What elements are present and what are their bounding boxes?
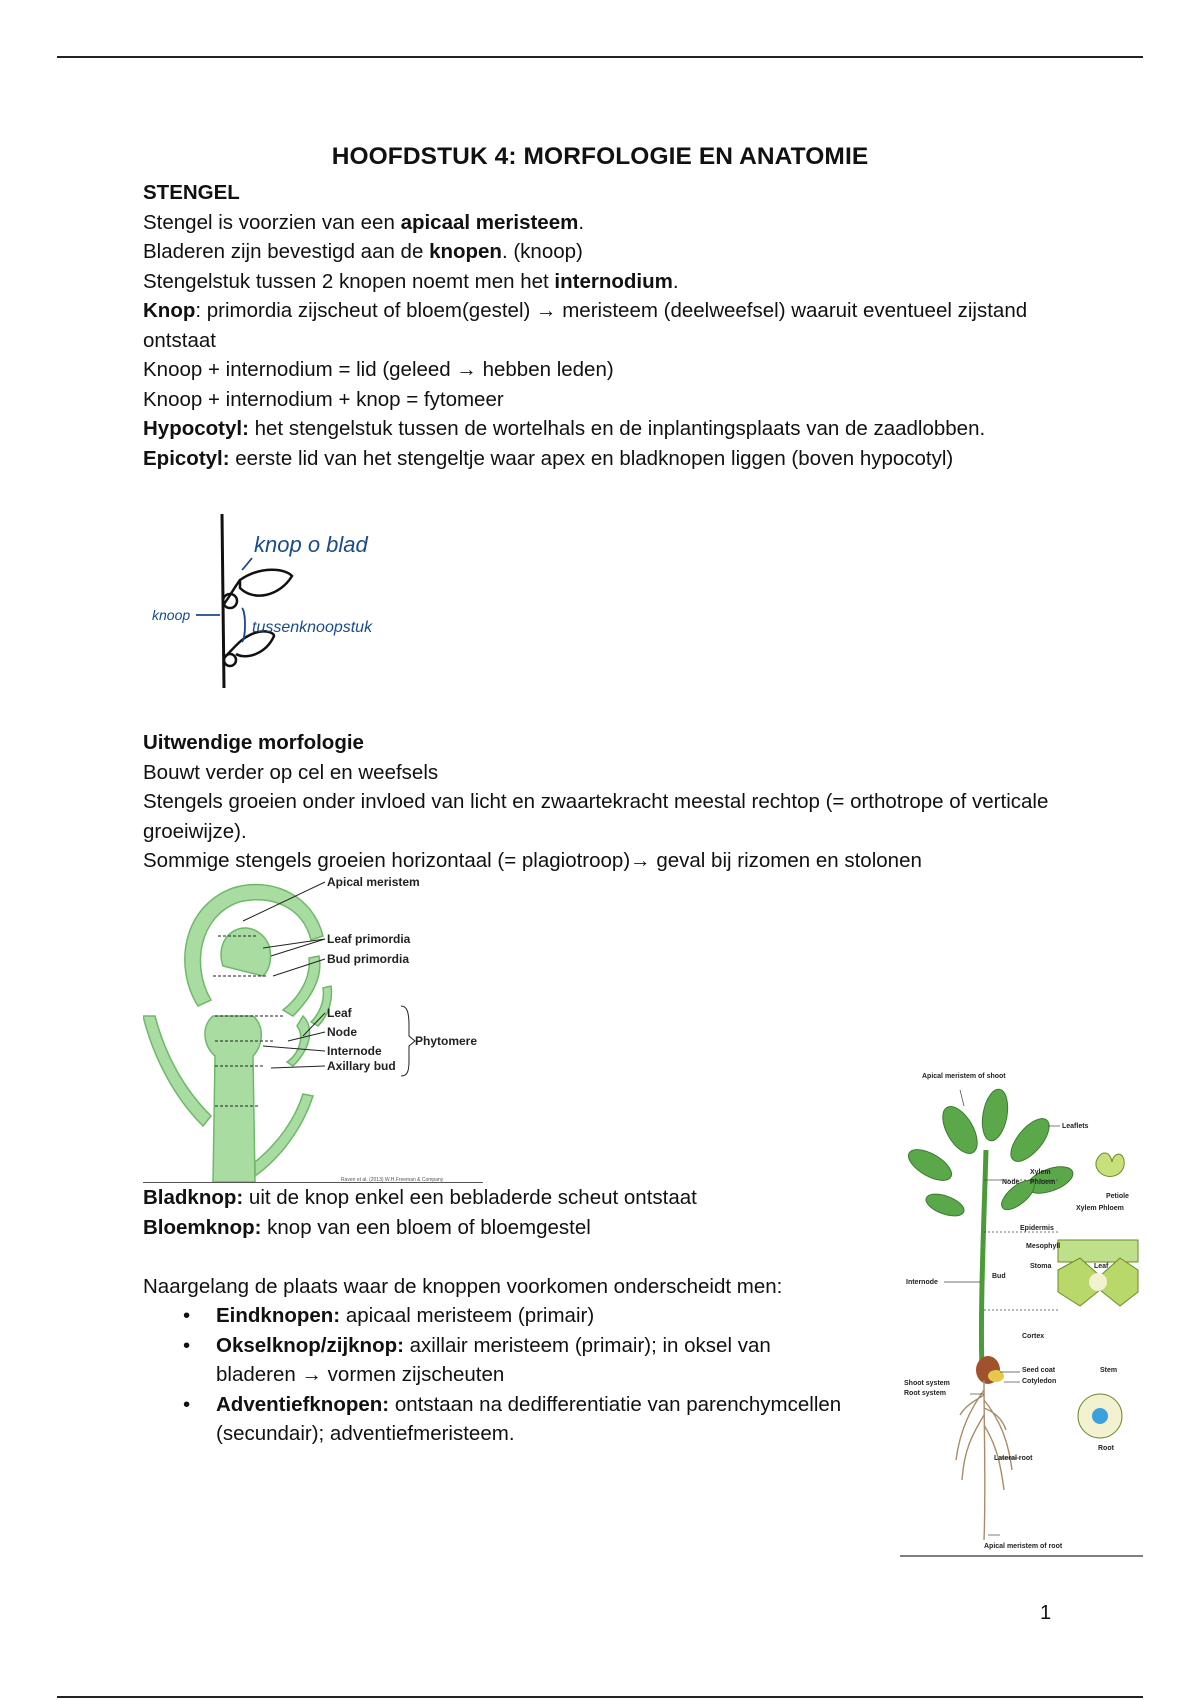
uitwendig-line: Bouwt verder op cel en weefsels [143, 760, 439, 784]
list-item: • Okselknop/zijknop: axillair meristeem (primair); in oksel van bladeren → vormen zijscheuten [143, 1331, 853, 1390]
label-xylem-phloem: Xylem Phloem [1076, 1205, 1124, 1212]
label-petiole: Petiole [1106, 1193, 1129, 1200]
stengel-section [143, 178, 1063, 473]
label-lateral-root: Lateral root [994, 1455, 1033, 1462]
list-item: • Eindknopen: apicaal meristeem (primair) [143, 1301, 853, 1331]
label-stem: Stem [1100, 1367, 1118, 1374]
header-rule [57, 56, 1143, 58]
label-apical-shoot: Apical meristem of shoot [922, 1073, 1006, 1080]
stem-sketch [150, 508, 410, 688]
label-root-system: Root system [904, 1390, 947, 1397]
sketch-label-left: knoop [152, 607, 191, 623]
bullet-glyph: • [183, 1392, 191, 1416]
label-xylem: Xylem [1030, 1169, 1051, 1176]
label-internode: Internode [327, 1044, 382, 1058]
bullet-glyph: • [183, 1304, 191, 1327]
label-mesophyll: Mesophyll [1026, 1243, 1061, 1250]
blank-line [143, 1242, 883, 1272]
stengel-line: Knop: primordia zijscheut of bloem(gestel) → meristeem (deelweefsel) waaruit eventueel zijstand ontstaat [143, 299, 1028, 352]
stengel-line: Hypocotyl: het stengelstuk tussen de wortelhals en de inplantingsplaats van de zaadlobben. [143, 417, 986, 440]
label-cortex: Cortex [1022, 1333, 1045, 1340]
label-shoot-system: Shoot system [904, 1380, 950, 1387]
plant-anatomy-figure [900, 1070, 1145, 1558]
knoppen-section [143, 1183, 883, 1449]
label-leaflets: Leaflets [1062, 1123, 1089, 1130]
list-item: • Adventiefknopen: ontstaan na dedifferentiatie van parenchymcellen (secundair); adventiefmeristeem. [143, 1390, 853, 1449]
label-internode: Internode [906, 1279, 938, 1286]
page-title: HOOFDSTUK 4: MORFOLOGIE EN ANATOMIE [331, 143, 869, 170]
bloemknop-line: Bloemknop: knop van een bloem of bloemgestel [143, 1215, 591, 1239]
knoppen-intro: Naargelang de plaats waar de knoppen voorkomen onderscheidt men: [143, 1274, 783, 1298]
footer-rule [57, 1696, 1143, 1698]
label-phloem: Phloem [1030, 1179, 1056, 1186]
label-bud-primordia: Bud primordia [327, 952, 410, 966]
label-node: Node [327, 1025, 357, 1039]
label-seed-coat: Seed coat [1022, 1367, 1056, 1374]
uitwendig-line: Sommige stengels groeien horizontaal (= plagiotroop)→ geval bij rizomen en stolonen [143, 849, 922, 872]
label-node: Node [1002, 1179, 1020, 1186]
label-epidermis: Epidermis [1020, 1225, 1054, 1232]
page-number: 1 [1040, 1602, 1052, 1624]
sketch-label-mid: tussenknoopstuk [252, 619, 373, 636]
stengel-line: Knoop + internodium = lid (geleed → hebben leden) [143, 358, 614, 381]
bullet-glyph: • [183, 1333, 191, 1357]
label-leaf: Leaf [1094, 1263, 1109, 1270]
label-leaf: Leaf [327, 1006, 352, 1020]
label-cotyledon: Cotyledon [1022, 1378, 1057, 1385]
label-axillary-bud: Axillary bud [327, 1059, 396, 1073]
sketch-label-top: knop o blad [254, 532, 368, 557]
knoppen-list [143, 1301, 853, 1449]
label-apical-root: Apical meristem of root [984, 1543, 1063, 1550]
label-phytomere: Phytomere [415, 1034, 478, 1048]
stengel-line: Bladeren zijn bevestigd aan de knopen. (knoop) [143, 240, 583, 263]
bladknop-line: Bladknop: uit de knop enkel een bebladerde scheut ontstaat [143, 1186, 697, 1209]
stengel-line: Stengelstuk tussen 2 knopen noemt men het internodium. [143, 269, 679, 293]
label-stoma: Stoma [1030, 1263, 1052, 1270]
stengel-heading: STENGEL [143, 181, 240, 204]
shoot-apex-figure [143, 876, 483, 1182]
uitwendig-section [143, 728, 1063, 876]
label-apical-meristem: Apical meristem [327, 876, 420, 889]
stengel-line: Epicotyl: eerste lid van het stengeltje waar apex en bladknopen liggen (boven hypocotyl) [143, 446, 954, 470]
label-leaf-primordia: Leaf primordia [327, 932, 411, 946]
uitwendig-line: Stengels groeien onder invloed van licht en zwaartekracht meestal rechtop (= orthotrope of verticale groeiwijze). [143, 790, 1049, 843]
stengel-line: Knoop + internodium + knop = fytomeer [143, 387, 504, 411]
figure1-credit: Raven et al. (2013) W.H.Freeman & Company [341, 1177, 444, 1182]
uitwendig-heading: Uitwendige morfologie [143, 731, 364, 754]
label-root: Root [1098, 1445, 1114, 1452]
label-bud: Bud [992, 1273, 1006, 1280]
stengel-line: Stengel is voorzien van een apicaal meristeem. [143, 210, 585, 234]
